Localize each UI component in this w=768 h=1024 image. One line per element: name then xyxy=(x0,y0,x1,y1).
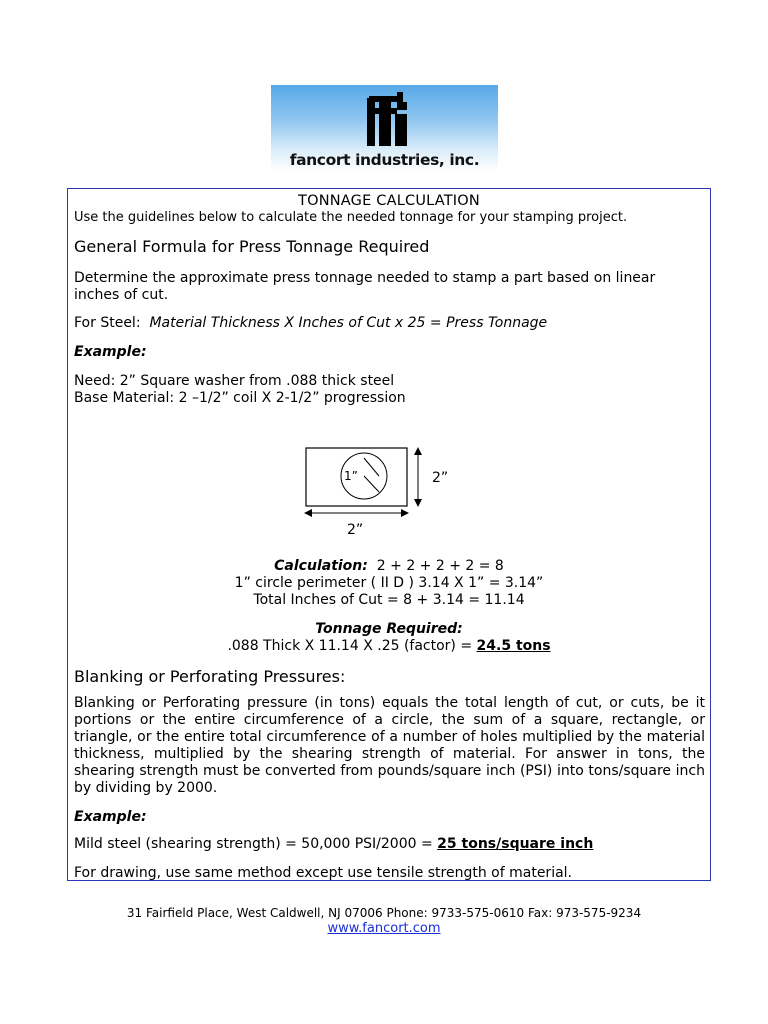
fi-logo-mark-icon xyxy=(351,88,417,148)
tonnage-line xyxy=(68,638,710,654)
general-formula-heading: General Formula for Press Tonnage Required xyxy=(74,237,430,256)
tonnage-required-label: Tonnage Required: xyxy=(315,621,463,637)
tonnage-expr: .088 Thick X 11.14 X .25 (factor) = xyxy=(227,638,477,654)
total-inches-line: Total Inches of Cut = 8 + 3.14 = 11.14 xyxy=(253,592,525,608)
example-label: Example: xyxy=(74,344,147,360)
calculation-expr: 2 + 2 + 2 + 2 = 8 xyxy=(367,558,504,574)
mild-steel-result: 25 tons/square inch xyxy=(437,836,594,852)
height-label: 2” xyxy=(432,470,449,486)
mild-steel-line xyxy=(74,836,593,852)
general-paragraph-line-2: inches of cut. xyxy=(74,287,169,303)
height-arrow-bottom-head xyxy=(414,499,422,507)
circle-perimeter-line: 1” circle perimeter ( II D ) 3.14 X 1” = 3.14” xyxy=(234,575,544,591)
width-arrow-right-head xyxy=(401,509,409,517)
page-title: TONNAGE CALCULATION xyxy=(298,193,480,209)
company-logo xyxy=(271,85,498,171)
website-link[interactable]: www.fancort.com xyxy=(327,921,441,936)
calculation-line xyxy=(68,558,710,574)
steel-formula-line xyxy=(74,315,547,331)
blanking-heading: Blanking or Perforating Pressures: xyxy=(74,667,346,686)
drawing-line: For drawing, use same method except use tensile strength of material. xyxy=(74,865,572,881)
footer-website-wrap xyxy=(0,921,768,936)
radius-line xyxy=(364,476,379,492)
steel-formula: Material Thickness X Inches of Cut x 25 = Press Tonnage xyxy=(149,315,548,331)
mild-steel-expr: Mild steel (shearing strength) = 50,000 PSI/2000 = xyxy=(74,836,438,852)
need-line: Need: 2” Square washer from .088 thick steel xyxy=(74,373,395,389)
steel-prefix: For Steel: xyxy=(74,315,150,331)
width-arrow-left-head xyxy=(304,509,312,517)
hole-diameter-label: 1” xyxy=(344,469,358,483)
tonnage-result: 24.5 tons xyxy=(476,638,551,654)
base-material-line: Base Material: 2 –1/2” coil X 2-1/2” progression xyxy=(74,390,406,406)
content-box xyxy=(67,188,711,881)
footer-address: 31 Fairfield Place, West Caldwell, NJ 07006 Phone: 9733-575-0610 Fax: 973-575-9234 xyxy=(126,906,642,920)
example-label-2: Example: xyxy=(74,809,147,825)
width-label: 2” xyxy=(347,522,364,538)
intro-text: Use the guidelines below to calculate the needed tonnage for your stamping project. xyxy=(74,210,628,225)
radius-tick xyxy=(364,458,379,476)
company-name: fancort industries, inc. xyxy=(289,151,480,169)
washer-diagram xyxy=(300,439,470,539)
blanking-paragraph: Blanking or Perforating pressure (in tons) equals the total length of cut, or cuts, be it portions or the entire circumference of a circle, the sum of a square, rectangle, or triangle, or the entire total circumference of a number of holes multiplied by the material thickness, multiplied by the shearing strength of material. For answer in tons, the shearing strength must be converted from pounds/square inch (PSI) into tons/square inch by dividing by 2000. xyxy=(74,695,705,796)
calculation-label: Calculation: xyxy=(274,558,368,574)
height-arrow-top-head xyxy=(414,447,422,455)
general-paragraph-line-1: Determine the approximate press tonnage needed to stamp a part based on linear xyxy=(74,270,656,286)
